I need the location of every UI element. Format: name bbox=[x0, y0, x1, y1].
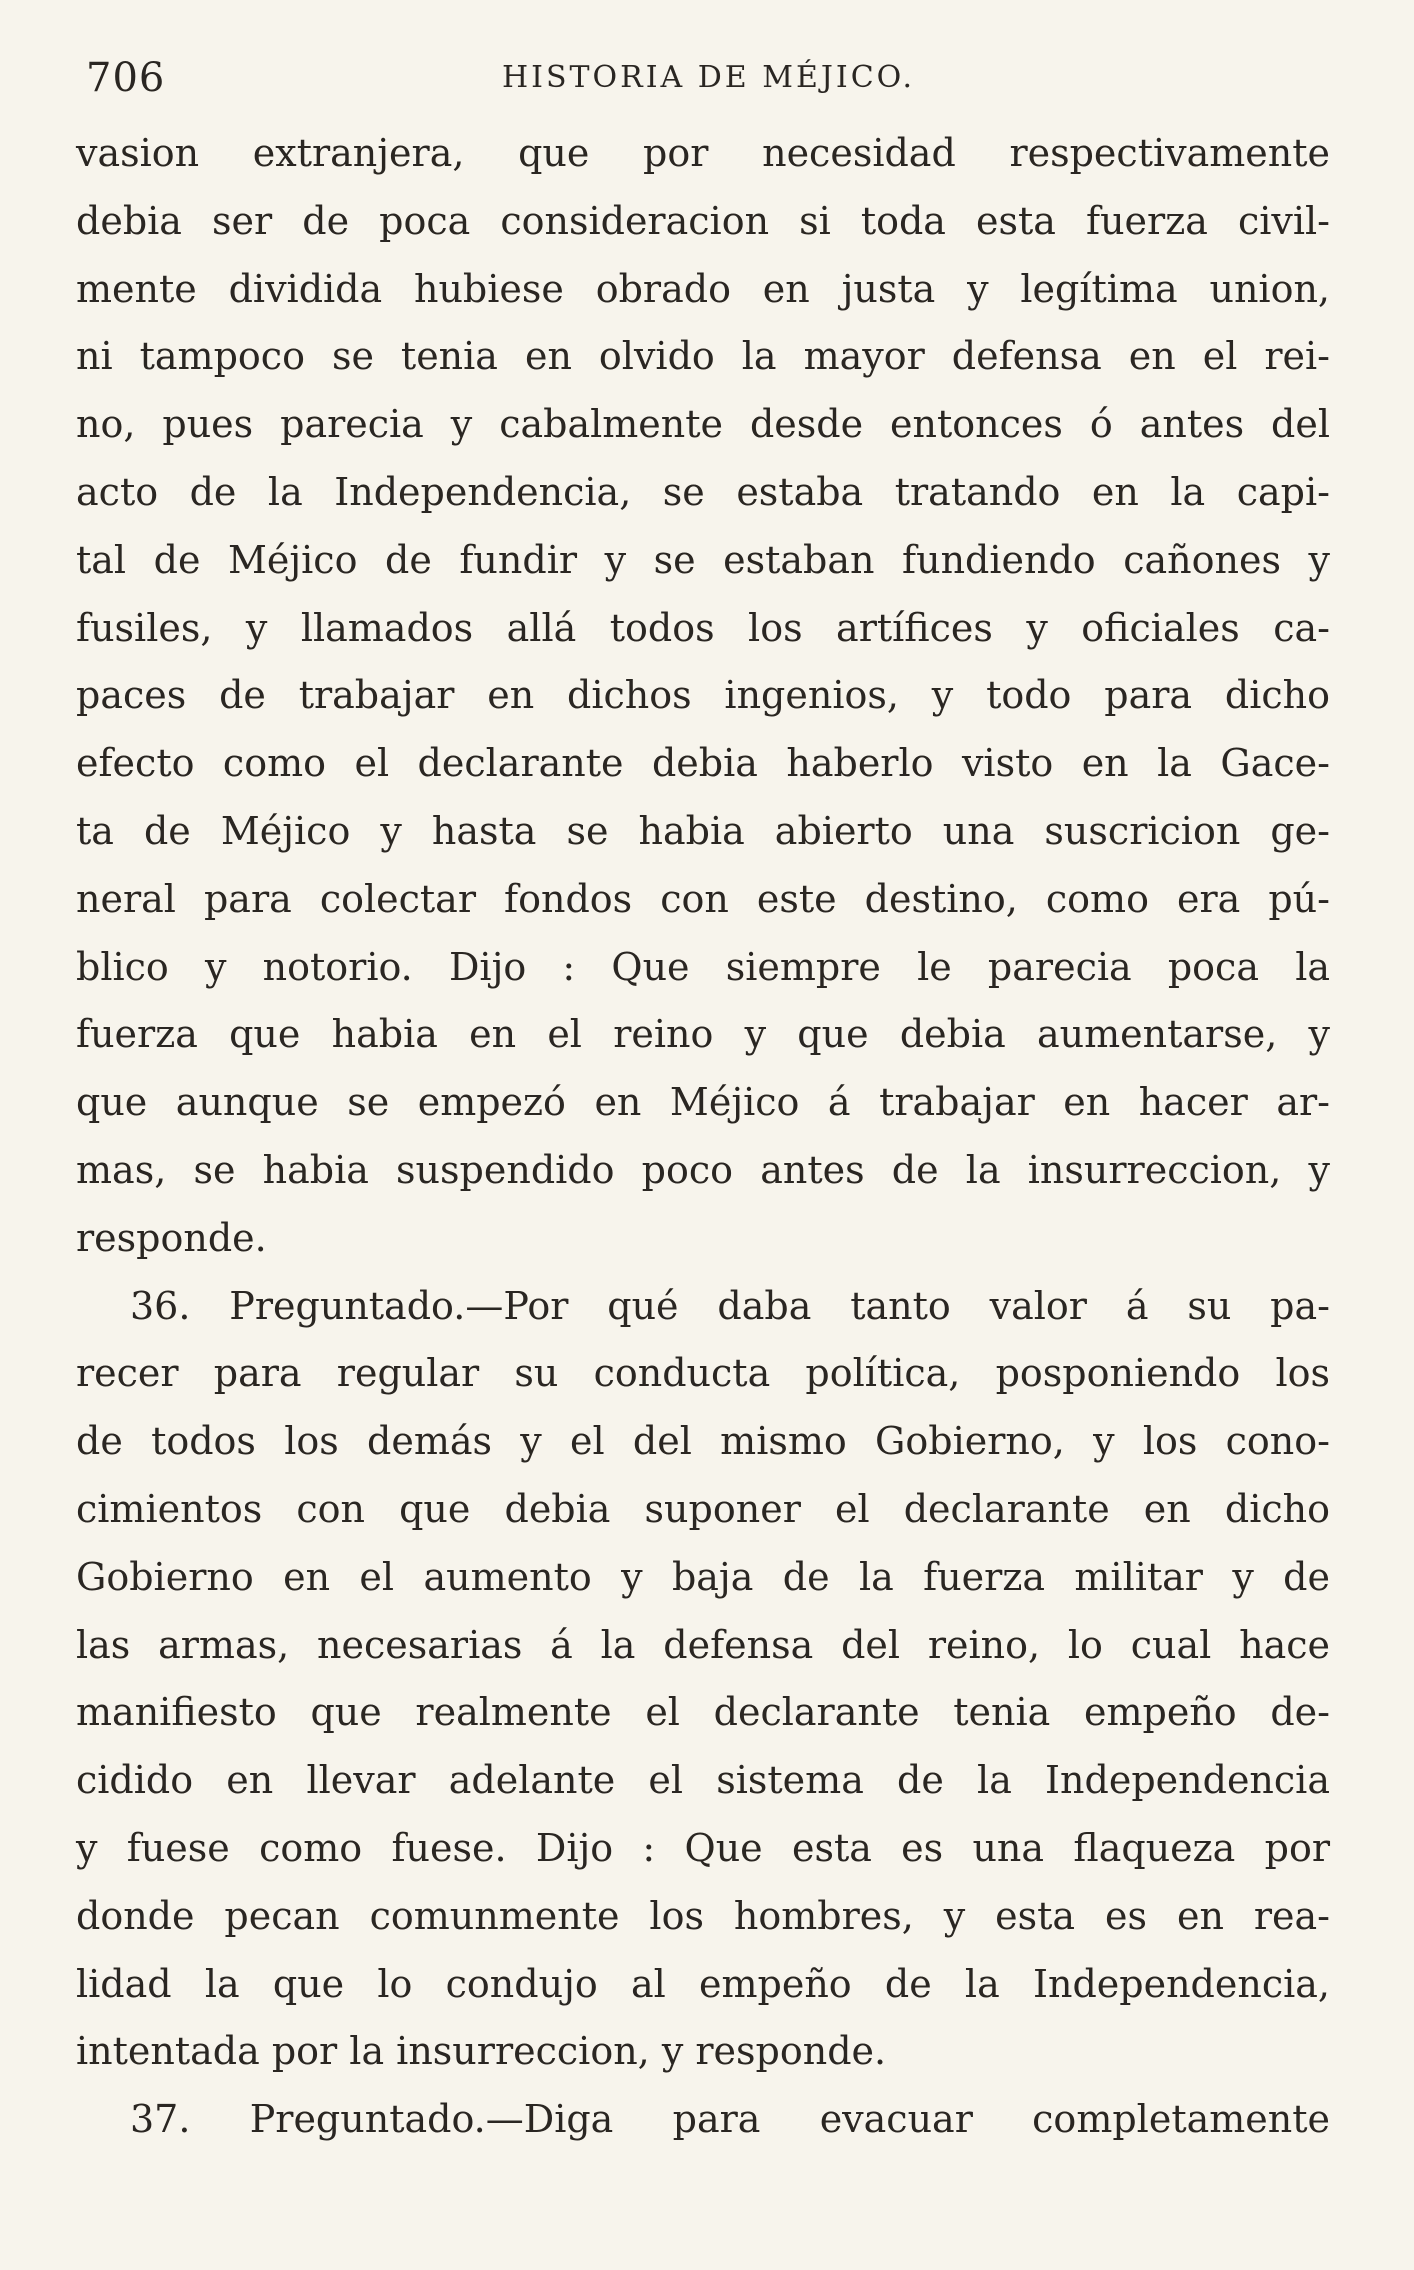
text-line: responde. bbox=[76, 1215, 267, 1260]
text-line: vasion extranjera, que por necesidad respectivamente bbox=[76, 131, 1330, 175]
text-line: de todos los demás y el del mismo Gobierno, y los cono- bbox=[76, 1419, 1330, 1464]
text-line: donde pecan comunmente los hombres, y esta es en rea- bbox=[76, 1893, 1330, 1938]
text-line: debia ser de poca consideracion si toda esta fuerza civil- bbox=[76, 198, 1330, 243]
text-line: las armas, necesarias á la defensa del reino, lo cual hace bbox=[76, 1622, 1330, 1667]
text-line: intentada por la insurreccion, y responde. bbox=[76, 2029, 887, 2074]
running-head bbox=[86, 48, 1331, 108]
text-line: y fuese como fuese. Dijo : Que esta es una flaqueza por bbox=[76, 1825, 1330, 1870]
text-line: neral para colectar fondos con este destino, como era pú- bbox=[76, 876, 1330, 921]
text-line: fusiles, y llamados allá todos los artífices y oficiales ca- bbox=[76, 605, 1330, 650]
page-number: 706 bbox=[86, 55, 166, 101]
text-line: ta de Méjico y hasta se habia abierto una suscricion ge- bbox=[76, 808, 1330, 853]
text-line: fuerza que habia en el reino y que debia aumentarse, y bbox=[76, 1012, 1330, 1057]
body-text bbox=[76, 120, 1330, 2154]
running-title: HISTORIA DE MÉJICO. bbox=[501, 60, 916, 95]
text-line: recer para regular su conducta política, posponiendo los bbox=[76, 1351, 1330, 1396]
text-line: 37. Preguntado.—Diga para evacuar completamente bbox=[130, 2097, 1330, 2142]
text-line: mente dividida hubiese obrado en justa y legítima union, bbox=[76, 266, 1330, 311]
text-line: no, pues parecia y cabalmente desde entonces ó antes del bbox=[76, 402, 1330, 447]
text-line: ni tampoco se tenia en olvido la mayor defensa en el rei- bbox=[76, 334, 1330, 379]
text-line: mas, se habia suspendido poco antes de la insurreccion, y bbox=[76, 1147, 1330, 1192]
text-line: acto de la Independencia, se estaba tratando en la capi- bbox=[76, 469, 1330, 514]
text-line: paces de trabajar en dichos ingenios, y todo para dicho bbox=[76, 673, 1330, 718]
text-line: lidad la que lo condujo al empeño de la Independencia, bbox=[76, 1961, 1330, 2006]
text-line: Gobierno en el aumento y baja de la fuerza militar y de bbox=[76, 1554, 1330, 1599]
text-line: efecto como el declarante debia haberlo visto en la Gace- bbox=[76, 741, 1330, 786]
text-line: manifiesto que realmente el declarante tenia empeño de- bbox=[76, 1690, 1330, 1735]
text-line: cidido en llevar adelante el sistema de la Independencia bbox=[76, 1758, 1330, 1803]
text-line: que aunque se empezó en Méjico á trabajar en hacer ar- bbox=[76, 1080, 1330, 1125]
text-line: blico y notorio. Dijo : Que siempre le parecia poca la bbox=[76, 944, 1330, 989]
text-line: cimientos con que debia suponer el declarante en dicho bbox=[76, 1486, 1330, 1531]
text-line: 36. Preguntado.—Por qué daba tanto valor á su pa- bbox=[130, 1283, 1330, 1328]
text-line: tal de Méjico de fundir y se estaban fundiendo cañones y bbox=[76, 537, 1330, 582]
